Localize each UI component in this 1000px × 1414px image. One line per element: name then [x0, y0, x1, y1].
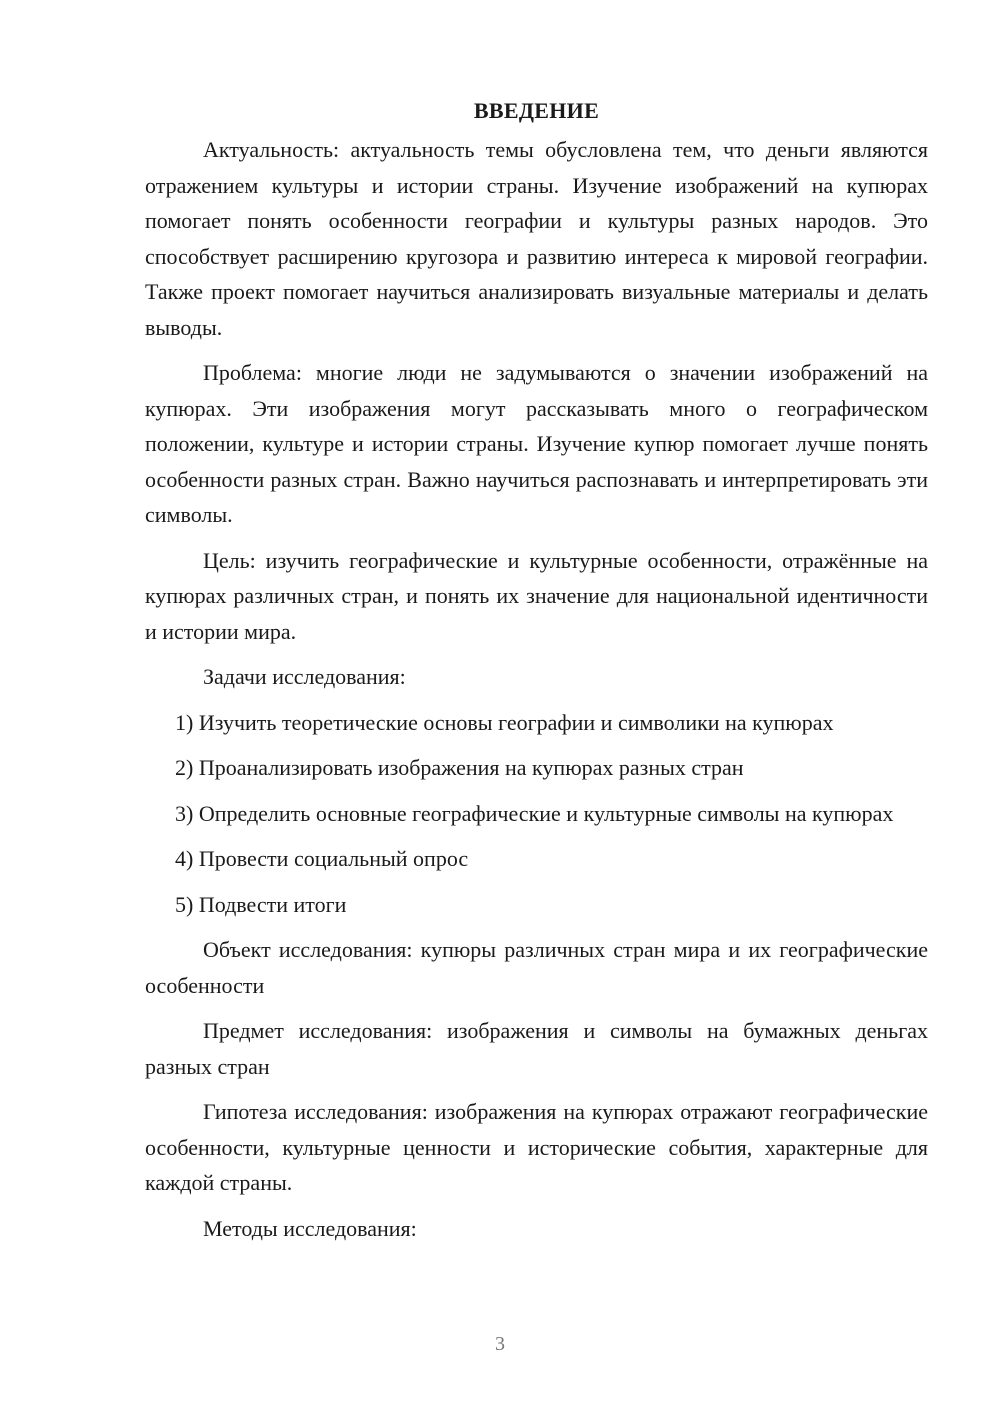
task-item-2: 2) Проанализировать изображения на купюрах разных стран [175, 755, 744, 780]
paragraph-subject: Предмет исследования: изображения и символы на бумажных деньгах разных стран [145, 1018, 928, 1079]
document-page [145, 96, 928, 1256]
paragraph-object: Объект исследования: купюры различных стран мира и их географические особенности [145, 937, 928, 998]
paragraph-goal: Цель: изучить географические и культурные особенности, отражённые на купюрах различных стран, и понять их значение для национальной идентичности и истории мира. [145, 547, 928, 644]
paragraph-problem: Проблема: многие люди не задумываются о значении изображений на купюрах. Эти изображения могут рассказывать много о географическом положении, культуре и истории страны. Изучение купюр помогает лучше понять особенности разных стран. Важно научиться распознавать и интерпретировать эти символы. [145, 360, 928, 527]
paragraph-tasks-intro: Задачи исследования: [203, 664, 406, 689]
task-item-3: 3) Определить основные географические и культурные символы на купюрах [175, 800, 894, 826]
paragraph-relevance: Актуальность: актуальность темы обусловлена тем, что деньги являются отражением культуры и истории страны. Изучение изображений на купюрах помогает понять особенности географии и культуры разных народов. Это способствует расширению кругозора и развитию интереса к мировой географии. Также проект помогает научиться анализировать визуальные материалы и делать выводы. [145, 137, 928, 340]
task-item-5: 5) Подвести итоги [175, 891, 347, 917]
paragraph-hypothesis: Гипотеза исследования: изображения на купюрах отражают географические особенности, культурные ценности и исторические события, характерные для каждой страны. [145, 1099, 928, 1195]
page-number: 3 [495, 1333, 505, 1355]
task-item-4: 4) Провести социальный опрос [175, 846, 469, 871]
section-heading: ВВЕДЕНИЕ [473, 98, 600, 123]
task-item-1: 1) Изучить теоретические основы географии и символики на купюрах [175, 709, 834, 735]
paragraph-methods: Методы исследования: [203, 1215, 417, 1241]
